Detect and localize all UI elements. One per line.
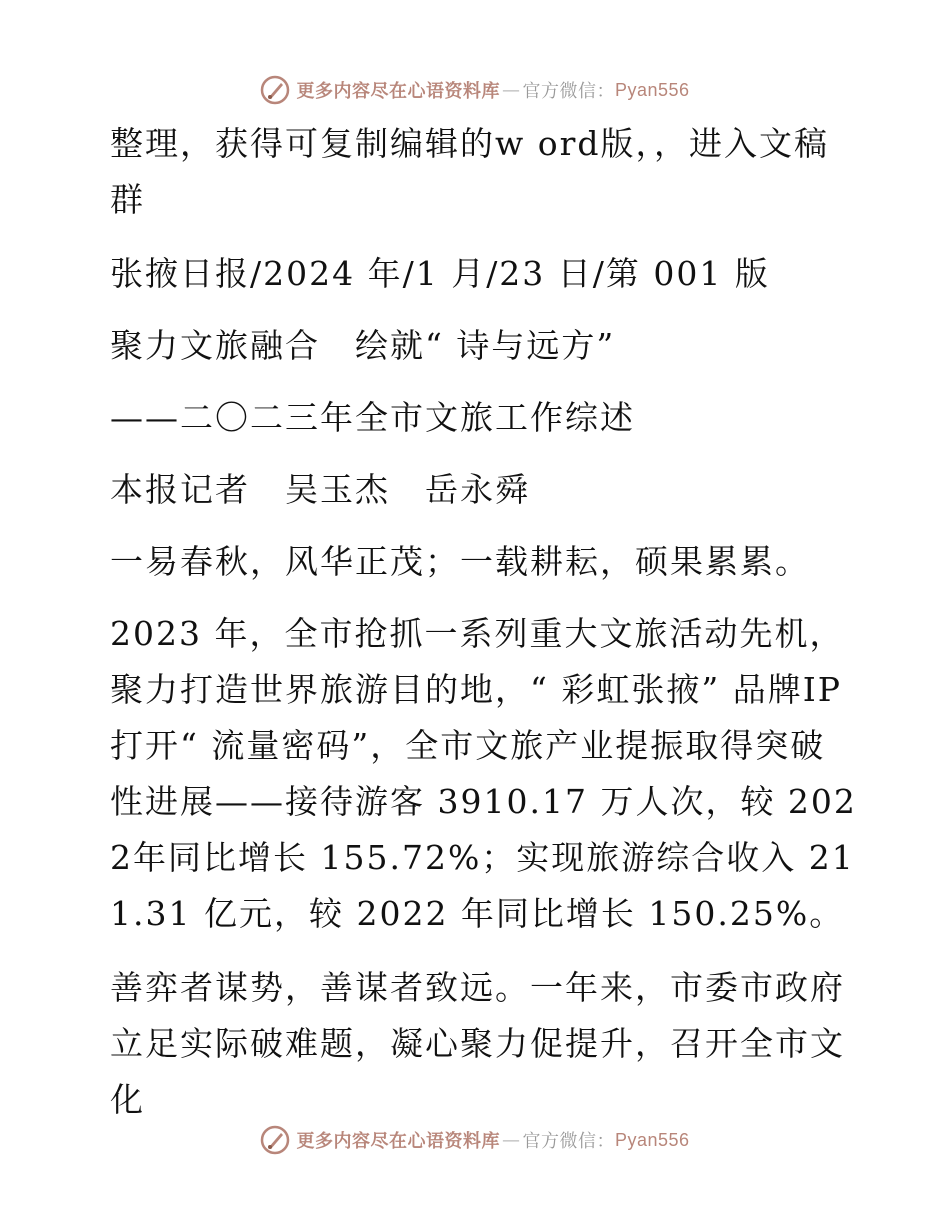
source-line: 张掖日报/2024 年/1 月/23 日/第 001 版	[110, 254, 770, 293]
watermark-dash: —	[501, 79, 521, 101]
quill-pen-logo-icon	[260, 1125, 290, 1155]
watermark-official-label: 官方微信：	[522, 1131, 615, 1152]
watermark-text: 更多内容尽在心语资料库	[296, 1131, 500, 1152]
watermark-dash: —	[501, 1129, 521, 1151]
watermark-wechat-id: Pyan556	[614, 79, 690, 100]
paragraph-2: 2023 年，全市抢抓一系列重大文旅活动先机，聚力打造世界旅游目的地，“ 彩虹张掖” 品牌IP打开“ 流量密码”，全市文旅产业提振取得突破性进展——接待游客 3910.17 万人次，较 2022年同比增长 155.72%；实现旅游综合收入 211.31 亿元，较 2022 年同比增长 150.25%。	[110, 614, 857, 933]
watermark-text: 更多内容尽在心语资料库	[296, 81, 500, 102]
paragraph-1: 一易春秋，风华正茂；一载耕耘，硕果累累。	[110, 542, 810, 581]
intro-line: 整理，获得可复制编辑的w ord版，，进入文稿群	[110, 124, 830, 219]
document-body	[98, 116, 858, 1128]
paragraph-3: 善弈者谋势，善谋者致远。一年来，市委市政府立足实际破难题，凝心聚力促提升，召开全市文化	[110, 968, 845, 1119]
watermark-footer	[0, 1120, 950, 1160]
watermark-header	[0, 70, 950, 110]
headline: 聚力文旅融合 绘就“ 诗与远方”	[110, 326, 616, 365]
quill-pen-logo-icon	[260, 75, 290, 105]
subheadline: ——二〇二三年全市文旅工作综述	[110, 398, 635, 437]
byline: 本报记者 吴玉杰 岳永舜	[110, 470, 530, 509]
watermark-wechat-id: Pyan556	[614, 1129, 690, 1150]
watermark-official-label: 官方微信：	[522, 81, 615, 102]
